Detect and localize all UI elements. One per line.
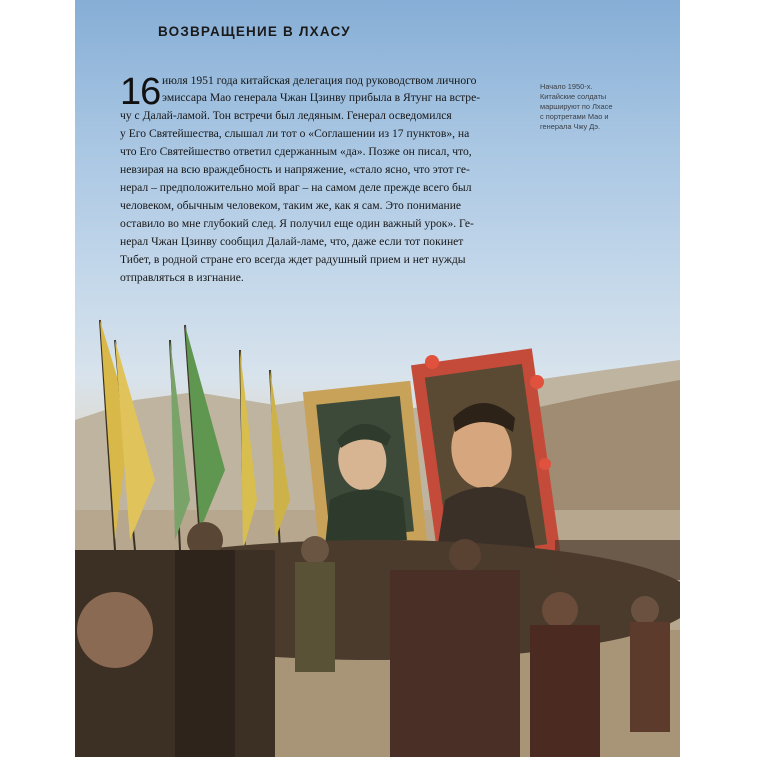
- body-line: отправляться в изгнание.: [120, 271, 244, 284]
- body-line: что Его Святейшество ответил сдержанным «да». Позже он писал, что,: [120, 145, 472, 158]
- page-margin: [680, 0, 757, 757]
- portrait-left: [303, 381, 427, 553]
- caption-line: генерала Чжу Дэ.: [540, 122, 601, 131]
- body-line: невзирая на всю враждебность и напряжение, «стало ясно, что этот ге-: [120, 163, 470, 176]
- body-line: оставило во мне глубокий след. Я получил еще один важный урок». Ге-: [120, 217, 474, 230]
- caption-line: Китайские солдаты: [540, 92, 607, 101]
- body-line: чу с Далай-ламой. Тон встречи был ледяным. Генерал осведомился: [120, 109, 452, 122]
- body-line: Тибет, в родной стране его всегда ждет радушный прием и нет нужды: [120, 253, 466, 266]
- parade-photograph: [75, 300, 680, 757]
- caption-line: маршируют по Лхасе: [540, 102, 613, 111]
- drop-cap-date: 16: [120, 71, 161, 113]
- body-line: эмиссара Мао генерала Чжан Цзинву прибыла в Ятунг на встре-: [162, 91, 481, 104]
- body-line: нерал – предположительно мой враг – на самом деле прежде всего был: [120, 181, 472, 194]
- photo-caption: [540, 82, 652, 132]
- caption-line: с портретами Мао и: [540, 112, 609, 121]
- page-title: ВОЗВРАЩЕНИЕ В ЛХАСУ: [158, 24, 351, 39]
- body-line: июля 1951 года китайская делегация под руководством личного: [162, 74, 477, 87]
- caption-line: Начало 1950-х.: [540, 82, 593, 91]
- body-line: нерал Чжан Цзинву сообщил Далай-ламе, что, даже если тот покинет: [120, 235, 464, 248]
- body-line: человеком, обычным человеком, таким же, как я сам. Это понимание: [120, 199, 462, 212]
- body-line: у Его Святейшества, слышал ли тот о «Соглашении из 17 пунктов», на: [120, 127, 470, 140]
